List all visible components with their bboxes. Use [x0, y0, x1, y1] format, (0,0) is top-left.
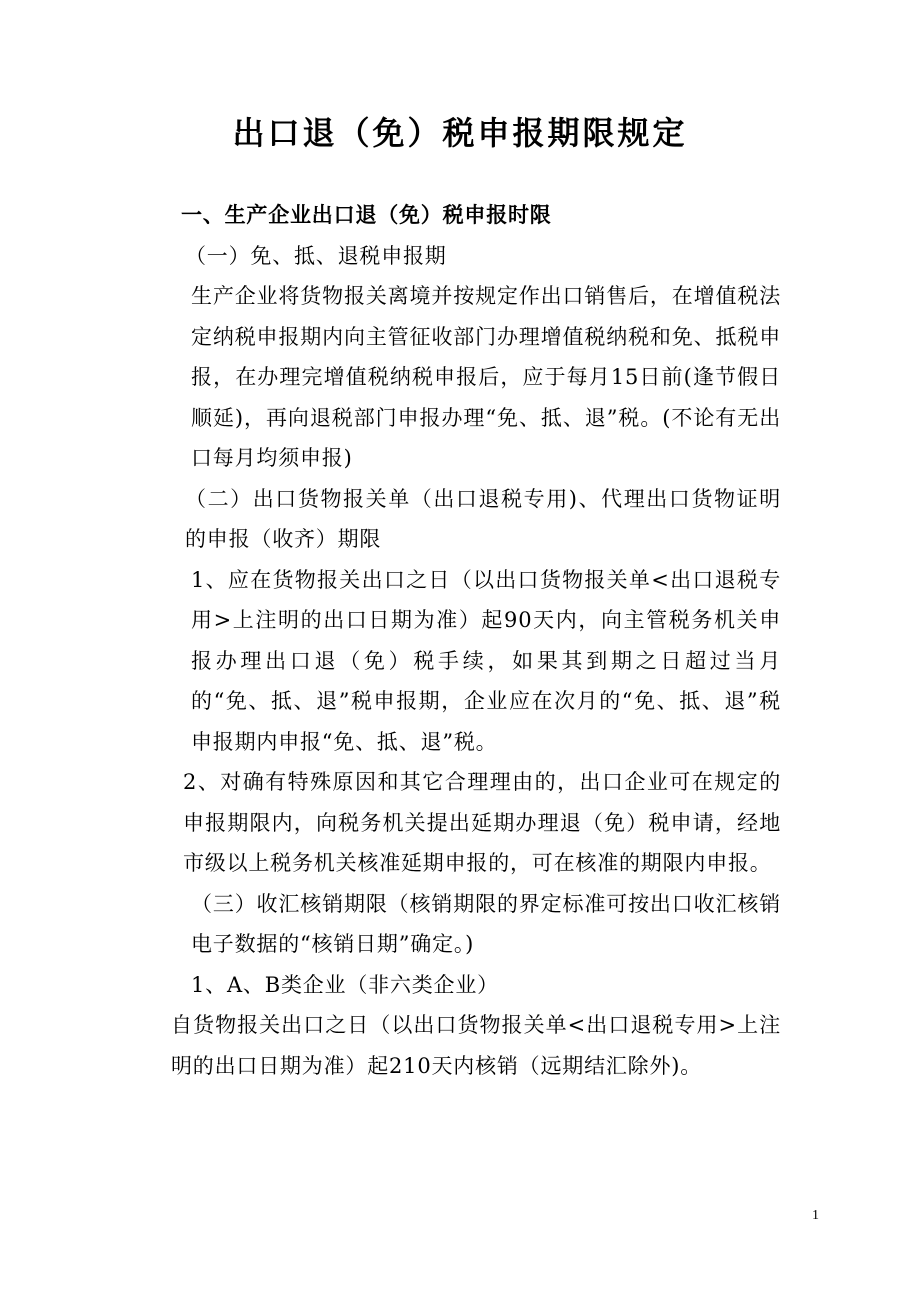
- paragraph: 2、对确有特殊原因和其它合理理由的，出口企业可在规定的申报期限内，向税务机关提出延期办理退（免）税申请，经地市级以上税务机关核准延期申报的，可在核准的期限内申报。: [183, 770, 781, 875]
- document-body: [141, 195, 781, 1086]
- subsection-heading: （二）出口货物报关单（出口退税专用)、代理出口货物证明的申报（收齐）期限: [185, 486, 781, 551]
- page-number: 1: [812, 1208, 819, 1223]
- subsection-heading: （三）收汇核销期限（核销期限的界定标准可按出口收汇核销电子数据的“核销日期”确定。): [191, 891, 781, 956]
- subsection-heading: （一）免、抵、退税申报期: [185, 243, 447, 268]
- paragraph: 1、应在货物报关出口之日（以出口货物报关单<出口退税专用>上注明的出口日期为准）起90天内，向主管税务机关申报办理出口退（免）税手续，如果其到期之日超过当月的“免、抵、退”税申报期，企业应在次月的“免、抵、退”税申报期内申报“免、抵、退”税。: [191, 567, 781, 754]
- list-item-heading: 1、A、B类企业（非六类企业）: [191, 972, 499, 997]
- document-title: 出口退（免）税申报期限规定: [232, 114, 688, 152]
- paragraph: 生产企业将货物报关离境并按规定作出口销售后，在增值税法定纳税申报期内向主管征收部门办理增值税纳税和免、抵税申报，在办理完增值税纳税申报后，应于每月15日前(逢节假日顺延)，再向退税部门申报办理“免、抵、退”税。(不论有无出口每月均须申报): [191, 284, 781, 470]
- section-heading: 一、生产企业出口退（免）税申报时限: [181, 203, 552, 227]
- paragraph: 自货物报关出口之日（以出口货物报关单<出口退税专用>上注明的出口日期为准）起210天内核销（远期结汇除外)。: [171, 1013, 781, 1078]
